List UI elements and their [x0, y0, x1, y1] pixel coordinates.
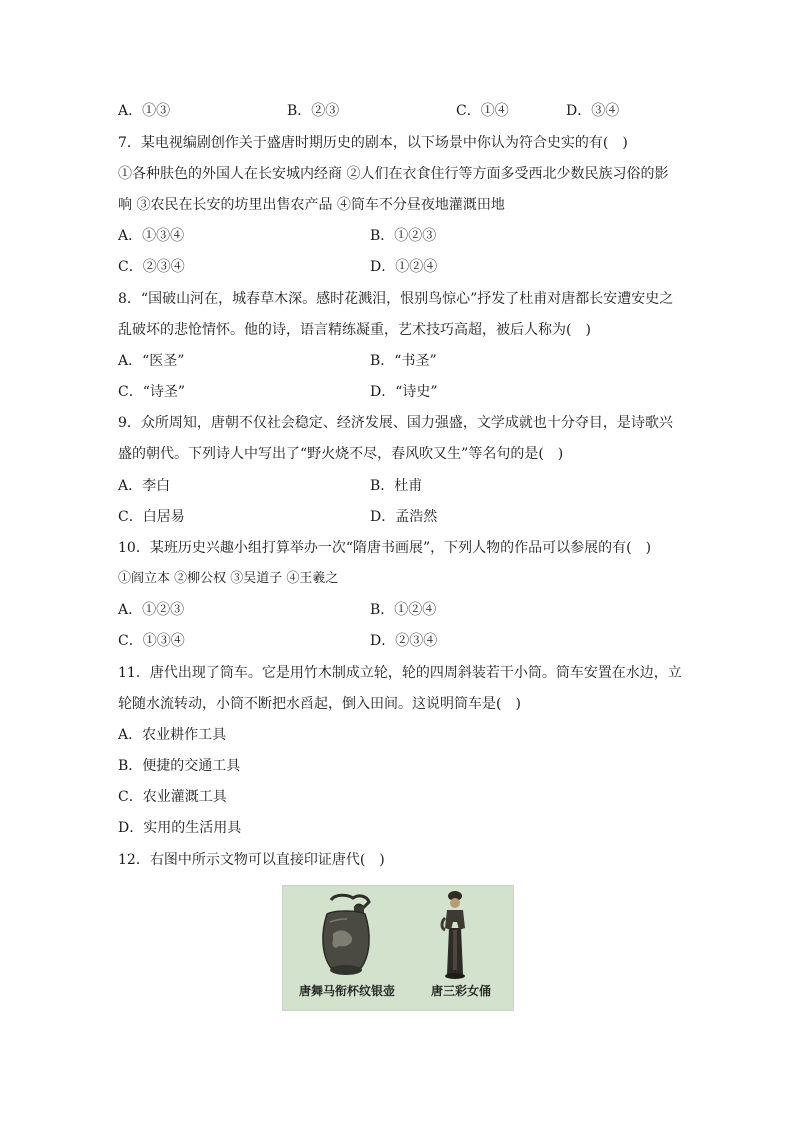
q11-option-c[interactable]: C．农业灌溉工具 [118, 789, 227, 805]
q9-option-d[interactable]: D．孟浩然 [370, 509, 438, 525]
q10-option-d[interactable]: D．②③④ [370, 633, 438, 649]
q9-option-b[interactable]: B．杜甫 [370, 478, 423, 494]
q11-option-d[interactable]: D．实用的生活用具 [118, 820, 242, 836]
q6-option-c[interactable]: C．①④ [456, 103, 509, 119]
figurine-image [435, 888, 475, 982]
q10-option-a[interactable]: A．①②③ [118, 602, 185, 618]
q7-items-line2: 响 ③农民在长安的坊里出售农产品 ④筒车不分昼夜地灌溉田地 [118, 197, 505, 213]
q7-items-line1: ①各种肤色的外国人在长安城内经商 ②人们在衣食住行等方面多受西北少数民族习俗的影 [118, 166, 669, 182]
q11-stem-line1: 11．唐代出现了筒车。它是用竹木制成立轮，轮的四周斜装若干小筒。筒车安置在水边，立 [118, 665, 682, 681]
q9-stem-line2: 盛的朝代。下列诗人中写出了“野火烧不尽，春风吹又生”等名句的是( ) [118, 446, 564, 462]
artifact-figure [282, 885, 514, 1011]
q9-option-a[interactable]: A．李白 [118, 478, 171, 494]
q7-option-c[interactable]: C．②③④ [118, 259, 185, 275]
caption-figurine: 唐三彩女俑 [431, 984, 492, 998]
caption-silver-pot: 唐舞马衔杯纹银壶 [299, 984, 396, 998]
q8-stem-line1: 8．“国破山河在，城春草木深。感时花溅泪，恨别鸟惊心”抒发了杜甫对唐都长安遭安史之 [118, 291, 674, 307]
q7-stem: 7．某电视编剧创作关于盛唐时期历史的剧本，以下场景中你认为符合史实的有( ) [118, 135, 628, 151]
q6-option-a[interactable]: A．①③ [118, 103, 171, 119]
q11-option-b[interactable]: B．便捷的交通工具 [118, 758, 241, 774]
q11-option-a[interactable]: A．农业耕作工具 [118, 727, 227, 743]
q8-option-c[interactable]: C．“诗圣” [118, 384, 186, 400]
q7-option-b[interactable]: B．①②③ [370, 228, 437, 244]
q7-option-a[interactable]: A．①③④ [118, 228, 185, 244]
q10-stem: 10．某班历史兴趣小组打算举办一次“隋唐书画展”，下列人物的作品可以参展的有( ) [118, 540, 652, 556]
q8-option-b[interactable]: B．“书圣” [370, 353, 437, 369]
q8-option-a[interactable]: A．“医圣” [118, 353, 185, 369]
q9-stem-line1: 9．众所周知，唐朝不仅社会稳定、经济发展、国力强盛，文学成就也十分夺目，是诗歌兴 [118, 415, 673, 431]
q9-option-c[interactable]: C．白居易 [118, 509, 185, 525]
q10-option-b[interactable]: B．①②④ [370, 602, 437, 618]
q6-option-b[interactable]: B．②③ [287, 103, 340, 119]
q7-option-d[interactable]: D．①②④ [370, 259, 438, 275]
q11-stem-line2: 轮随水流转动，小筒不断把水舀起，倒入田间。这说明筒车是( ) [118, 696, 521, 712]
silver-pot-image [317, 892, 375, 978]
q10-option-c[interactable]: C．①③④ [118, 633, 185, 649]
q8-option-d[interactable]: D．“诗史” [370, 384, 438, 400]
q8-stem-line2: 乱破坏的悲怆情怀。他的诗，语言精练凝重，艺术技巧高超，被后人称为( ) [118, 322, 591, 338]
q6-option-d[interactable]: D．③④ [566, 103, 620, 119]
q10-items: ①阎立本 ②柳公权 ③吴道子 ④王羲之 [118, 571, 339, 586]
q12-stem: 12．右图中所示文物可以直接印证唐代( ) [118, 852, 385, 868]
